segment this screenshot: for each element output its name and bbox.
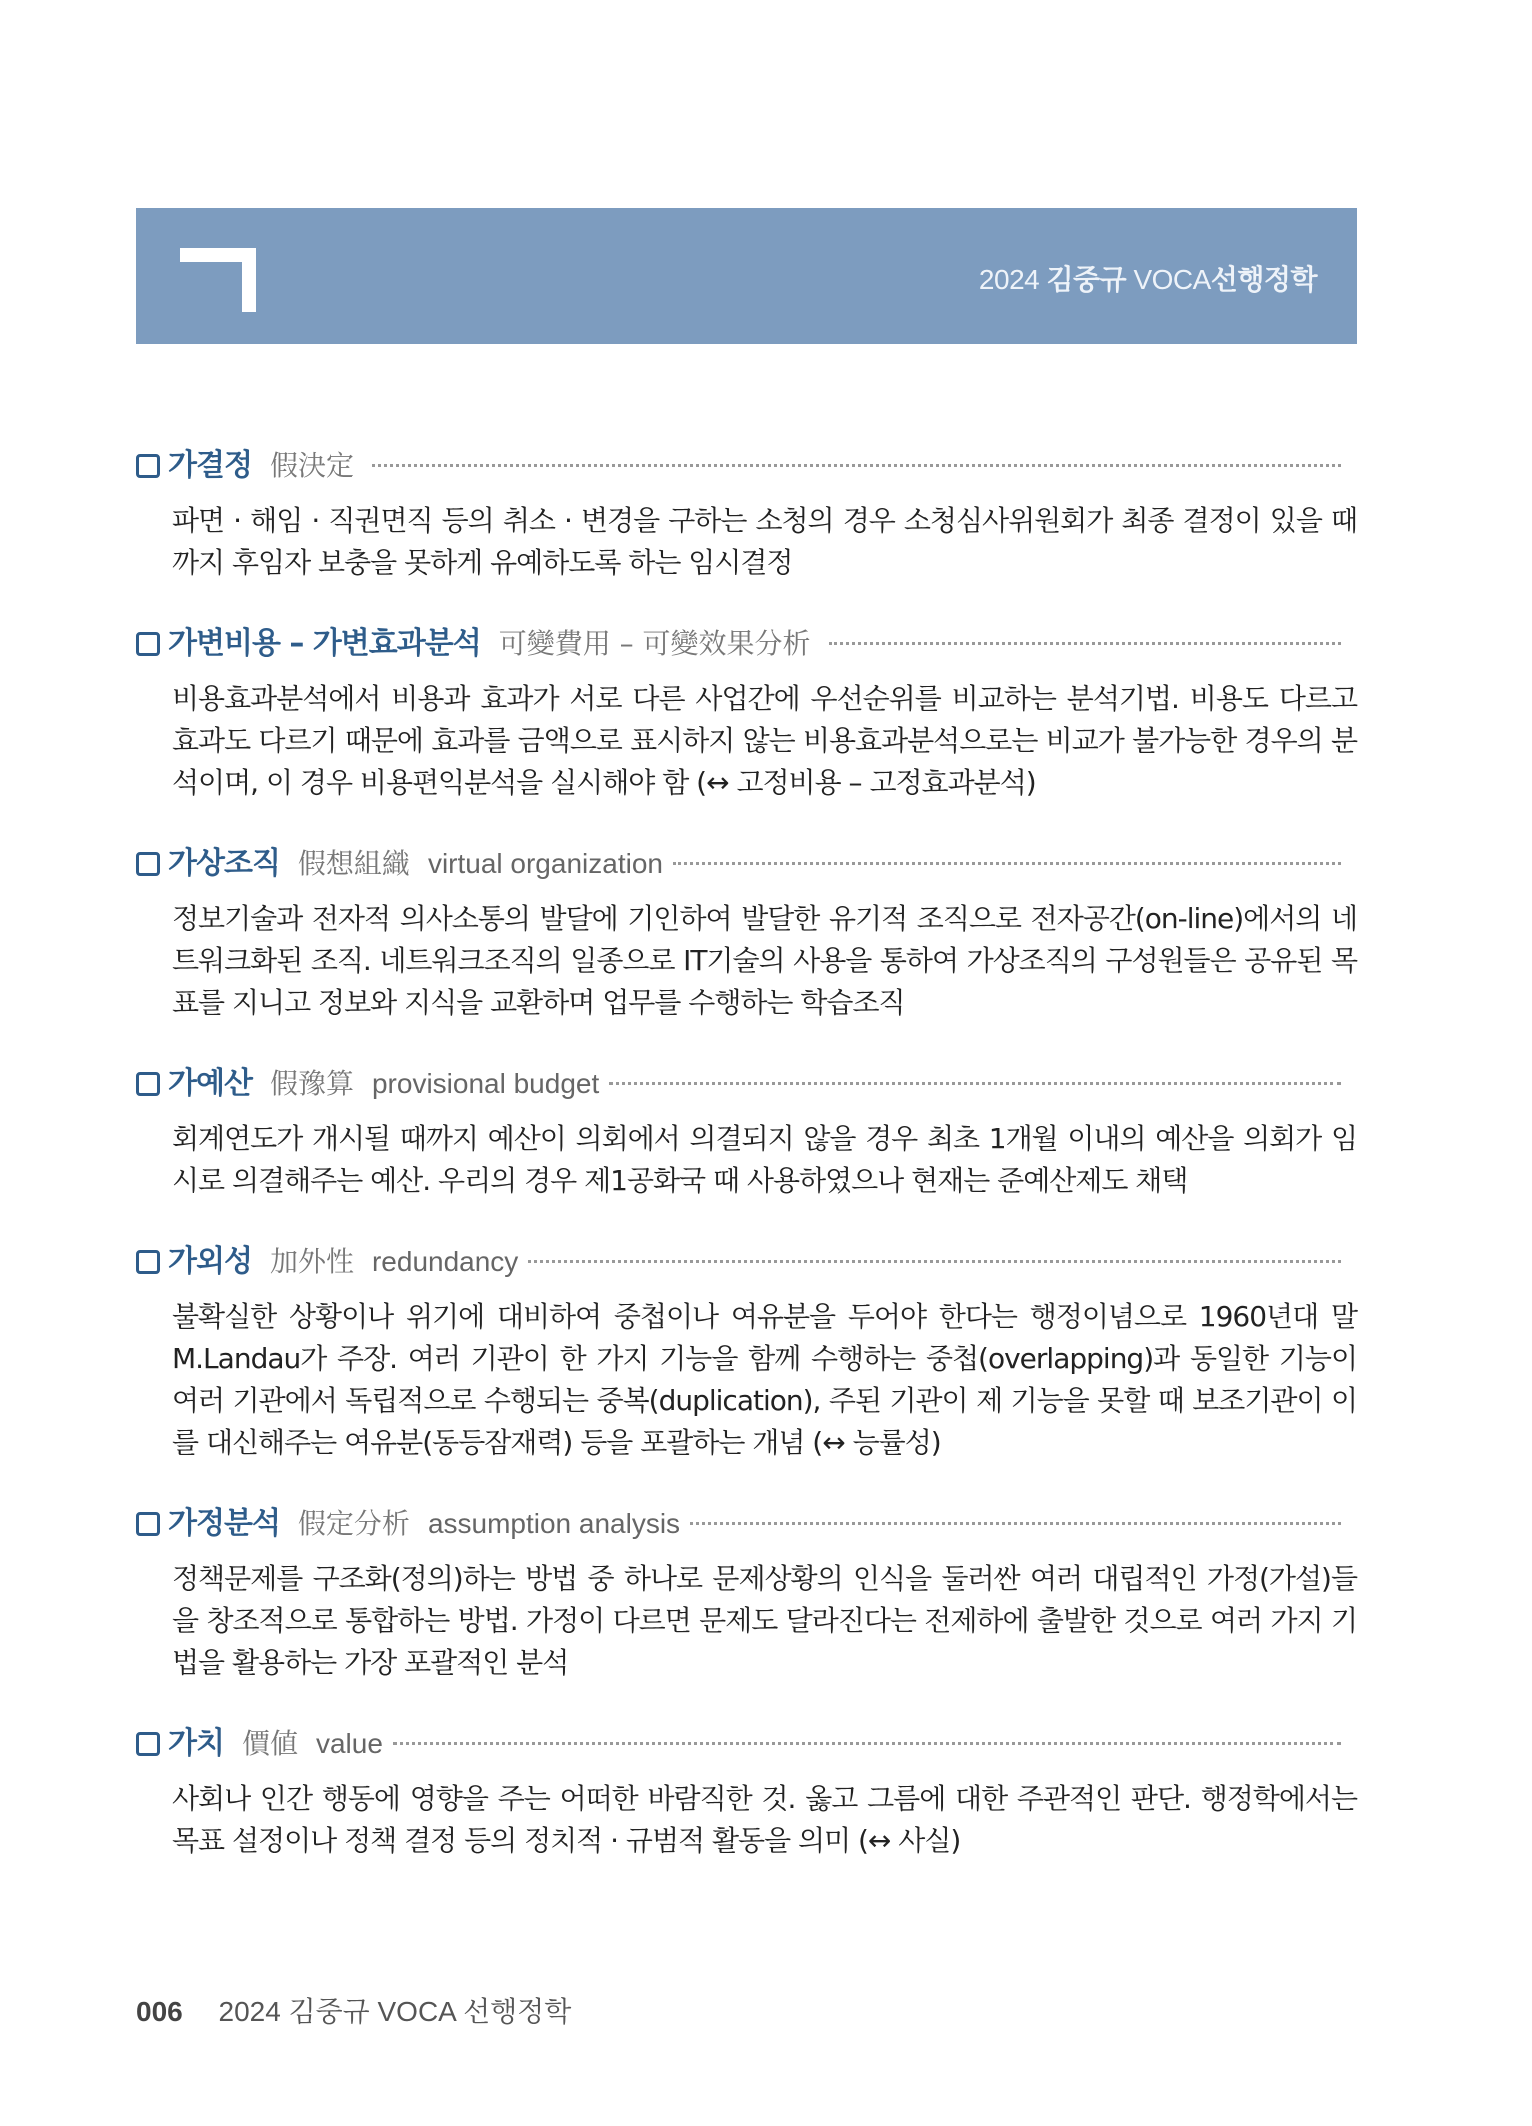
glossary-entry <box>136 1718 1357 1862</box>
term-korean: 가상조직 <box>168 846 280 881</box>
footer-book-title: 2024 김중규 VOCA 선행정학 <box>218 1996 572 2027</box>
term-hanja: 假豫算 <box>269 1067 354 1100</box>
glossary-entry <box>136 1236 1357 1464</box>
term-hanja: 可變費用 – 可變效果分析 <box>498 627 811 660</box>
checkbox-icon <box>136 1732 160 1756</box>
glossary-entries <box>136 440 1357 1896</box>
dotted-leader <box>673 862 1341 865</box>
glossary-entry <box>136 1498 1357 1684</box>
term-definition: 사회나 인간 행동에 영향을 주는 어떠한 바람직한 것. 옳고 그름에 대한 주관적인 판단. 행정학에서는 목표 설정이나 정책 결정 등의 정치적 · 규범적 활동을 의미 (↔ 사실) <box>172 1782 1357 1857</box>
checkbox-icon <box>136 1072 160 1096</box>
term-definition: 비용효과분석에서 비용과 효과가 서로 다른 사업간에 우선순위를 비교하는 분석기법. 비용도 다르고 효과도 다르기 때문에 효과를 금액으로 표시하지 않는 비용효과분석으로는 비교가 불가능한 경우의 분석이며, 이 경우 비용편익분석을 실시해야 함 (↔ 고정비용 – 고정효과분석) <box>172 682 1357 799</box>
page-number: 006 <box>136 1996 183 2027</box>
term-english: virtual organization <box>427 848 663 879</box>
term-hanja: 假想組織 <box>297 847 410 880</box>
page-footer <box>136 1990 571 2030</box>
term-row <box>136 618 1357 668</box>
term-korean: 가변비용 – 가변효과분석 <box>168 626 481 661</box>
dotted-leader <box>528 1260 1341 1263</box>
term-row <box>136 440 1357 490</box>
term-row <box>136 838 1357 888</box>
glossary-entry <box>136 440 1357 584</box>
checkbox-icon <box>136 454 160 478</box>
dotted-leader <box>690 1522 1341 1525</box>
term-definition: 정책문제를 구조화(정의)하는 방법 중 하나로 문제상황의 인식을 둘러싼 여러 대립적인 가정(가설)들을 창조적으로 통합하는 방법. 가정이 다르면 문제도 달라진다는 전제하에 출발한 것으로 여러 가지 기법을 활용하는 가장 포괄적인 분석 <box>172 1562 1357 1679</box>
term-korean: 가치 <box>168 1726 224 1761</box>
term-definition: 회계연도가 개시될 때까지 예산이 의회에서 의결되지 않을 경우 최초 1개월 이내의 예산을 의회가 임시로 의결해주는 예산. 우리의 경우 제1공화국 때 사용하였으나 현재는 준예산제도 채택 <box>172 1122 1357 1197</box>
term-korean: 가외성 <box>168 1244 252 1279</box>
dotted-leader <box>609 1082 1341 1085</box>
term-definition: 파면 · 해임 · 직권면직 등의 취소 · 변경을 구하는 소청의 경우 소청심사위원회가 최종 결정이 있을 때까지 후임자 보충을 못하게 유예하도록 하는 임시결정 <box>172 504 1357 579</box>
term-english: provisional budget <box>371 1068 600 1099</box>
term-row <box>136 1718 1357 1768</box>
dotted-leader <box>372 464 1341 467</box>
term-row <box>136 1236 1357 1286</box>
term-english: assumption analysis <box>427 1508 681 1539</box>
glossary-entry <box>136 618 1357 804</box>
term-hanja: 假決定 <box>269 449 354 482</box>
header-book-title <box>979 258 1317 298</box>
chapter-header-band <box>136 208 1357 344</box>
term-hanja: 假定分析 <box>297 1507 410 1540</box>
checkbox-icon <box>136 852 160 876</box>
term-definition: 불확실한 상황이나 위기에 대비하여 중첩이나 여유분을 두어야 한다는 행정이념으로 1960년대 말 M.Landau가 주장. 여러 기관이 한 가지 기능을 함께 수행하는 중첩(overlapping)과 동일한 기능이 여러 기관에서 독립적으로 수행되는 중복(duplication), 주된 기관이 제 기능을 못할 때 보조기관이 이를 대신해주는 여유분(동등잠재력) 등을 포괄하는 개념 (↔ 능률성) <box>172 1300 1357 1459</box>
term-hanja: 價値 <box>241 1727 298 1760</box>
term-korean: 가결정 <box>168 448 252 483</box>
glossary-entry <box>136 1058 1357 1202</box>
checkbox-icon <box>136 1512 160 1536</box>
term-korean: 가예산 <box>168 1066 252 1101</box>
dotted-leader <box>393 1742 1341 1745</box>
term-hanja: 加外性 <box>269 1245 354 1278</box>
term-definition: 정보기술과 전자적 의사소통의 발달에 기인하여 발달한 유기적 조직으로 전자공간(on-line)에서의 네트워크화된 조직. 네트워크조직의 일종으로 IT기술의 사용을 통하여 가상조직의 구성원들은 공유된 목표를 지니고 정보와 지식을 교환하며 업무를 수행하는 학습조직 <box>172 902 1357 1019</box>
term-row <box>136 1058 1357 1108</box>
term-english: redundancy <box>371 1246 519 1277</box>
header-title-voca: VOCA <box>1133 264 1211 295</box>
chapter-letter-giyeok-icon <box>180 248 256 312</box>
glossary-entry <box>136 838 1357 1024</box>
header-title-rest: 선행정학 <box>1210 264 1317 295</box>
term-row <box>136 1498 1357 1548</box>
checkbox-icon <box>136 1250 160 1274</box>
header-title-year: 2024 <box>978 264 1040 295</box>
term-korean: 가정분석 <box>168 1506 280 1541</box>
term-english: value <box>315 1728 383 1759</box>
dotted-leader <box>829 642 1341 645</box>
header-title-name: 김중규 <box>1046 264 1127 295</box>
checkbox-icon <box>136 632 160 656</box>
